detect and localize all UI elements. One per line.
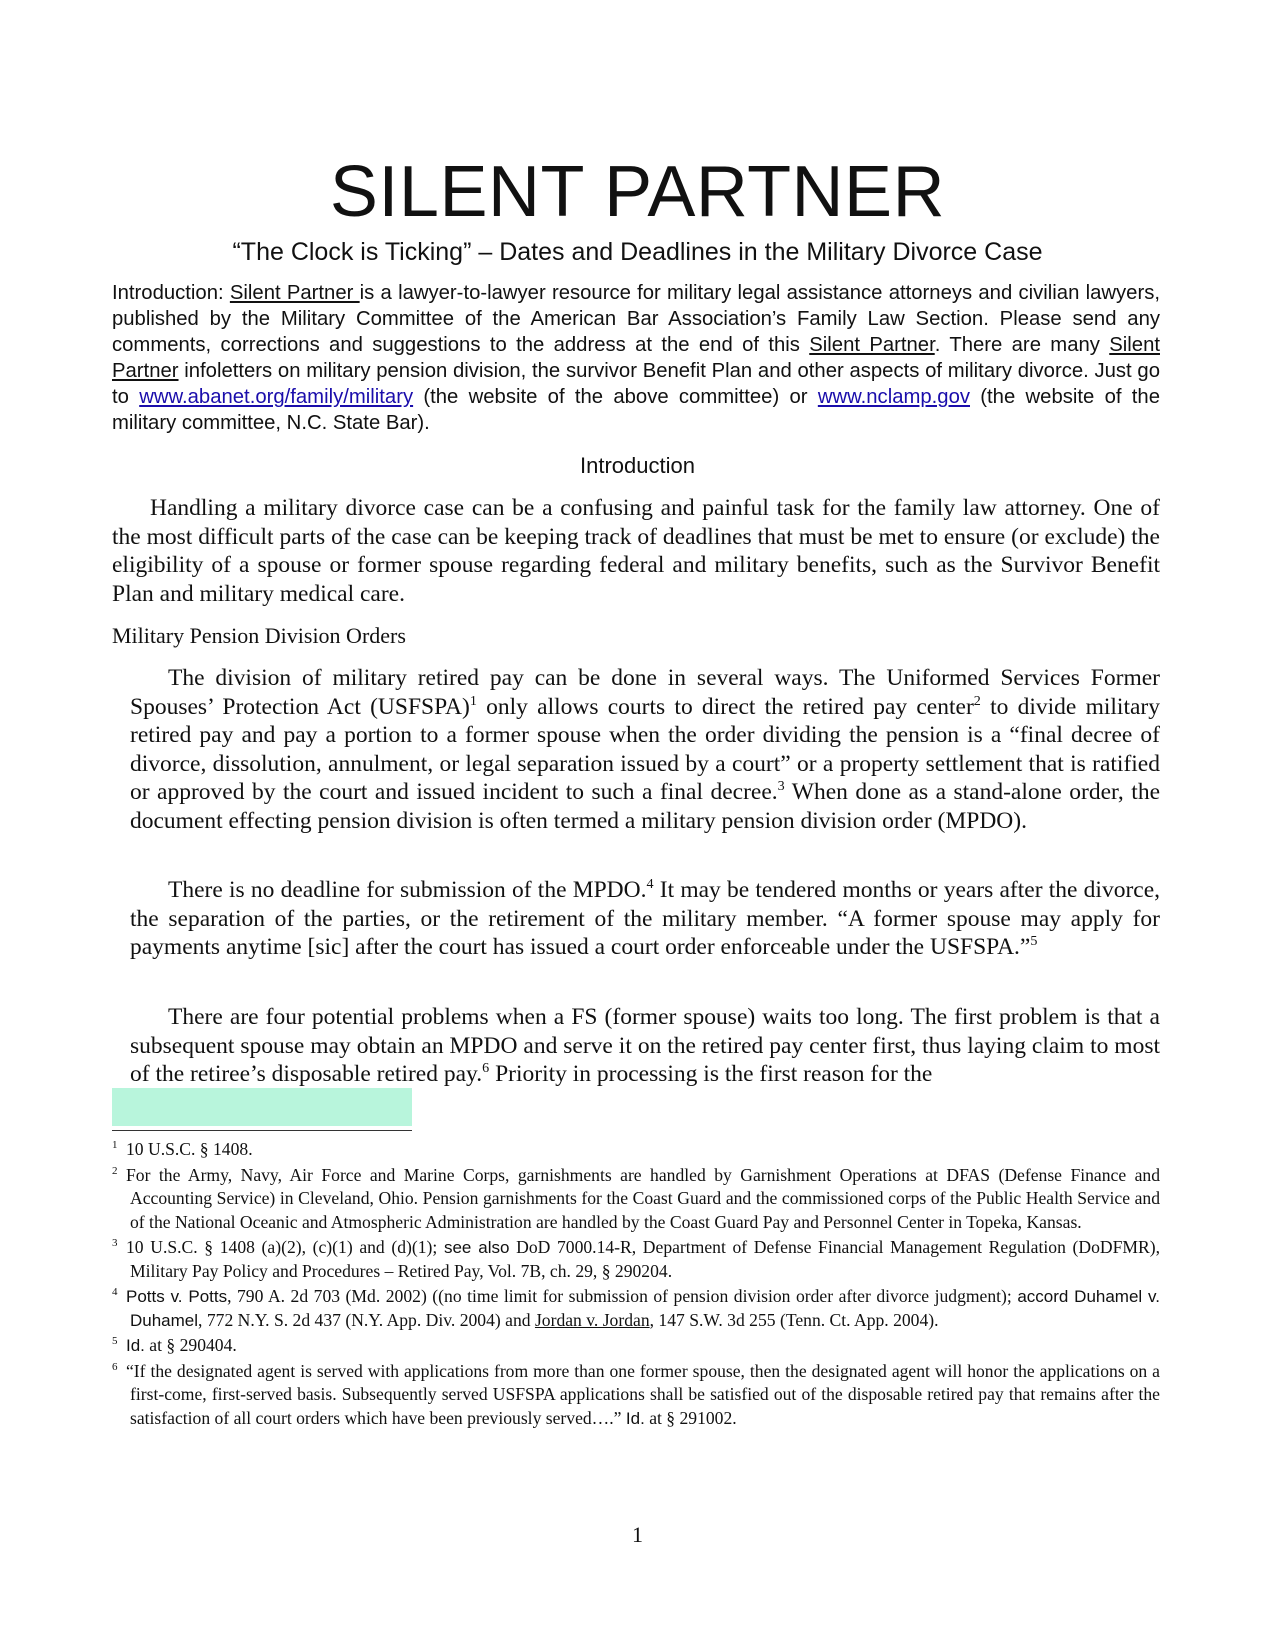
case-name: accord Duhamel v. Duhamel: [130, 1287, 1160, 1330]
section-heading-introduction: Introduction: [580, 453, 695, 478]
page-subtitle: “The Clock is Ticking” – Dates and Deadlines in the Military Divorce Case: [232, 238, 1043, 266]
intro-text: . There are many: [934, 334, 1110, 356]
footnote-ref[interactable]: 3: [777, 778, 785, 795]
footnote-1: 1 10 U.S.C. § 1408.: [112, 1139, 253, 1159]
footnote-text: 10 U.S.C. § 1408 (a)(2), (c)(1) and (d)(1);: [126, 1237, 444, 1257]
footnote-text: at § 291002.: [644, 1407, 737, 1428]
highlight-box: [112, 1088, 412, 1126]
paragraph-text: When done as a stand-alone order, the document effecting pension division is often termed a military pension division order (MPDO).: [130, 779, 1160, 834]
intro-text: infoletters on military pension division, the survivor Benefit Plan and other aspects of military divorce. Just go to: [112, 360, 1160, 408]
intro-paragraph: Handling a military divorce case can be a confusing and painful task for the family law attorney. One of the most difficult parts of the case can be keeping track of deadlines that must be met to ensure (or exclude) the eligibility of a spouse or former spouse regarding federal and military benefits, such as the Survivor Benefit Plan and military medical care.: [112, 495, 1160, 607]
paragraph-text: The division of military retired pay can be done in several ways. The Uniformed Services Former Spouses’ Protection Act (USFSPA): [130, 665, 1160, 720]
silent-partner-ref: Silent Partner: [112, 334, 1160, 382]
footnote-separator: [112, 1130, 412, 1131]
paragraph-text: There is no deadline for submission of the MPDO.: [168, 877, 647, 903]
silent-partner-ref: Silent Partner: [229, 282, 360, 304]
paragraph-text: There are four potential problems when a FS (former spouse) waits too long. The first problem is that a subsequent spouse may obtain an MPDO and serve it on the retired pay center first, thus laying claim to most of the retiree’s disposable retired pay.: [130, 1004, 1160, 1087]
footnote-ref[interactable]: 6: [482, 1060, 490, 1077]
footnote-text: For the Army, Navy, Air Force and Marine Corps, garnishments are handled by Garnishment Operations at DFAS (Defense Finance and Accounting Service) in Cleveland, Ohio. Pension garnishments for the Coast Guard and the commissioned corps of the Public Health Service and of the National Oceanic and Atmospheric Administration are handled by the Coast Guard Pay and Personnel Center in Topeka, Kansas.: [126, 1164, 1160, 1232]
footnote-ref[interactable]: 4: [646, 876, 654, 893]
footnotes: [112, 1138, 1160, 1432]
paragraph-text: to divide military retired pay and pay a portion to a former spouse when the order dividing the pension is a “final decree of divorce, dissolution, annulment, or legal separation issued by a court” or a property settlement that is ratified or approved by the court and issued incident to such a final decree.: [130, 693, 1160, 805]
footnote-text: “If the designated agent is served with applications from more than one former spouse, then the designated agent will honor the applications on a first-come, first-served basis. Subsequently served USFSPA applications shall be satisfied out of the disposable retired pay that remains after the satisfaction of all court orders which have been previously served….”: [126, 1360, 1160, 1428]
paragraph-text: Priority in processing is the first reason for the: [489, 1061, 933, 1087]
abanet-link[interactable]: www.abanet.org/family/military: [139, 386, 414, 408]
footnote-text: 10 U.S.C. § 1408.: [126, 1139, 253, 1159]
page-number: 1: [632, 1522, 643, 1547]
footnote-5: 5 Id. at § 290404.: [112, 1335, 237, 1355]
intro-label: Introduction:: [112, 282, 230, 304]
footnote-signal: Id.: [625, 1408, 645, 1428]
paragraph-text: only allows courts to direct the retired pay center: [476, 693, 974, 720]
case-name: Jordan v. Jordan: [534, 1309, 650, 1330]
footnote-text: , 790 A. 2d 703 (Md. 2002) ((no time limit for submission of pension division order after divorce judgment);: [227, 1286, 1018, 1306]
intro-block: [112, 280, 1160, 436]
footnote-6: 6 “If the designated agent is served with applications from more than one former spouse, then the designated agent will honor the applications on a first-come, first-served basis. Subsequently served USFSPA applications shall be satisfied out of the disposable retired pay that remains after the satisfaction of all court orders which have been previously served….” Id. at § 291002.: [112, 1360, 1160, 1428]
footnote-text: , 772 N.Y. S. 2d 437 (N.Y. App. Div. 2004) and: [198, 1309, 535, 1330]
page-title: SILENT PARTNER: [329, 152, 946, 232]
footnote-ref[interactable]: 2: [973, 692, 981, 709]
section-heading-mpdo: Military Pension Division Orders: [112, 623, 406, 648]
silent-partner-ref: Silent Partner: [809, 334, 935, 356]
intro-text: is a lawyer-to-lawyer resource for military legal assistance attorneys and civilian lawyers, published by the Military Committee of the American Bar Association’s Family Law Section. Please send any comments, corrections and suggestions to the address at the end of this: [112, 282, 1160, 356]
division-paragraph: [130, 664, 1160, 835]
deadline-paragraph: [130, 876, 1160, 962]
footnote-signal: see also: [443, 1238, 510, 1257]
footnote-text: , 147 S.W. 3d 255 (Tenn. Ct. App. 2004).: [649, 1309, 939, 1330]
problems-paragraph: [130, 1003, 1160, 1089]
footnote-text: at § 290404.: [144, 1335, 237, 1355]
footnote-signal: Id.: [126, 1336, 145, 1355]
paragraph-text: It may be tendered months or years after the divorce, the separation of the parties, or the retirement of the military member. “A former spouse may apply for payments anytime [sic] after the court has issued a court order enforceable under the USFSPA.”: [130, 877, 1160, 960]
nclamp-link[interactable]: www.nclamp.gov: [817, 386, 970, 408]
footnote-ref[interactable]: 5: [1030, 933, 1038, 950]
intro-text: (the website of the military committee, N.C. State Bar).: [112, 386, 1160, 434]
intro-text: (the website of the above committee) or: [413, 386, 818, 408]
footnote-3: 3 10 U.S.C. § 1408 (a)(2), (c)(1) and (d)(1); see also DoD 7000.14-R, Department of Defense Financial Management Regulation (DoDFMR), Military Pay Policy and Procedures – Retired Pay, Vol. 7B, ch. 29, § 290204.: [112, 1237, 1160, 1281]
footnote-2: 2 For the Army, Navy, Air Force and Marine Corps, garnishments are handled by Garnishment Operations at DFAS (Defense Finance and Accounting Service) in Cleveland, Ohio. Pension garnishments for the Coast Guard and the commissioned corps of the Public Health Service and of the National Oceanic and Atmospheric Administration are handled by the Coast Guard Pay and Personnel Center in Topeka, Kansas.: [112, 1164, 1160, 1232]
footnote-4: 4 Potts v. Potts, 790 A. 2d 703 (Md. 2002) ((no time limit for submission of pension division order after divorce judgment); accord Duhamel v. Duhamel, 772 N.Y. S. 2d 437 (N.Y. App. Div. 2004) and Jordan v. Jordan, 147 S.W. 3d 255 (Tenn. Ct. App. 2004).: [112, 1286, 1160, 1330]
footnote-text: DoD 7000.14-R, Department of Defense Financial Management Regulation (DoDFMR), Military Pay Policy and Procedures – Retired Pay, Vol. 7B, ch. 29, § 290204.: [130, 1237, 1160, 1281]
footnote-ref[interactable]: 1: [469, 692, 477, 709]
case-name: Potts v. Potts: [126, 1287, 228, 1306]
